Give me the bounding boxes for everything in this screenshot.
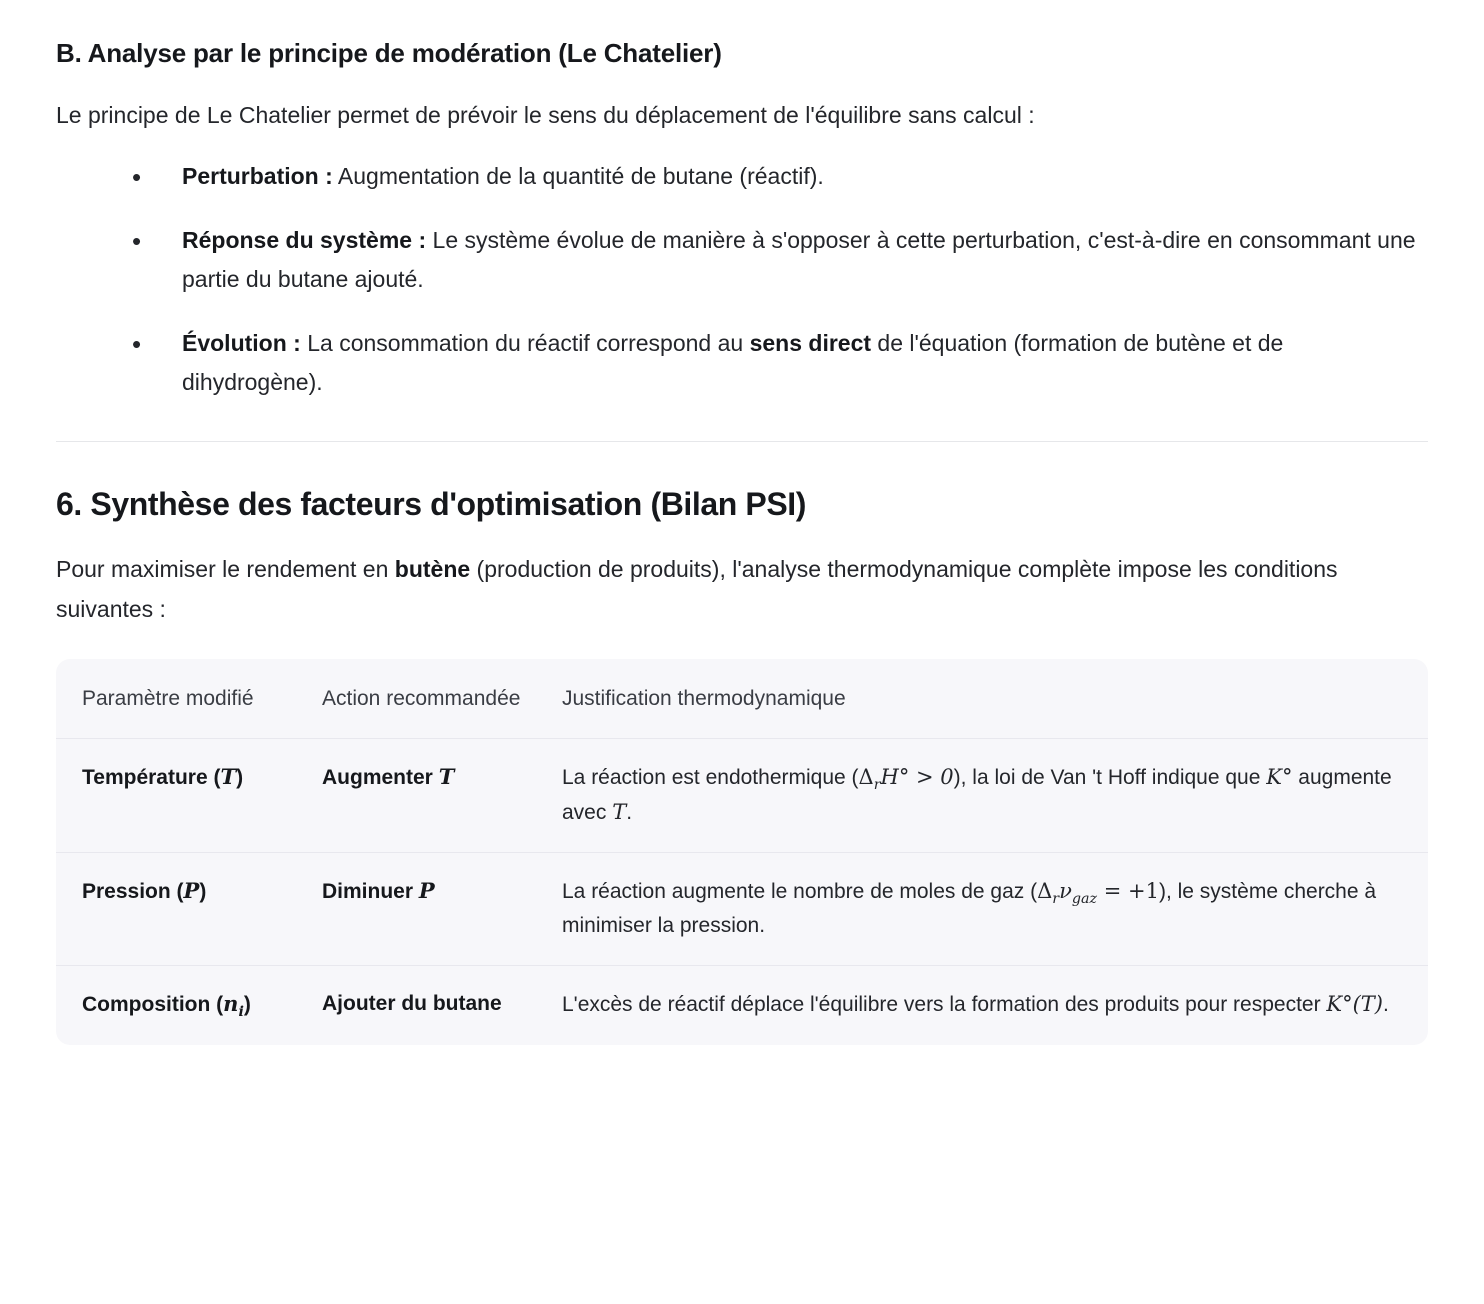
bullet-emphasis: sens direct bbox=[749, 329, 872, 356]
section-b-bullet-list bbox=[56, 157, 1428, 403]
just-text-3: augmente avec bbox=[562, 766, 1392, 825]
just-text-1: L'excès de réactif déplace l'équilibre vers la formation des produits pour respecter bbox=[562, 992, 1327, 1016]
cell-parameter bbox=[56, 852, 296, 965]
just-symbol-t: T bbox=[612, 800, 627, 825]
just-symbol-sub-r: r bbox=[873, 777, 881, 794]
cell-action bbox=[296, 852, 536, 965]
column-header-action: Action recommandée bbox=[322, 687, 521, 711]
section-6-intro bbox=[56, 549, 1428, 630]
list-item bbox=[56, 324, 1428, 403]
cell-parameter-tail: ) bbox=[199, 879, 207, 903]
just-symbol-delta: Δ bbox=[1037, 878, 1053, 903]
just-text-1: La réaction est endothermique ( bbox=[562, 766, 859, 790]
cell-parameter-subscript: i bbox=[238, 1003, 244, 1020]
column-header-justification: Justification thermodynamique bbox=[562, 687, 846, 711]
bullet-text: Augmentation de la quantité de butane (réactif). bbox=[332, 163, 824, 190]
cell-parameter-text: Pression ( bbox=[82, 879, 184, 903]
cell-parameter-tail: ) bbox=[243, 992, 251, 1016]
bullet-label: Réponse du système : bbox=[182, 226, 427, 253]
table-row bbox=[56, 852, 1428, 965]
just-symbol-delta: Δ bbox=[858, 765, 874, 790]
intro-text-after: (production de produits), l'analyse thermodynamique complète impose les conditions suivantes : bbox=[56, 555, 1338, 623]
cell-parameter bbox=[56, 739, 296, 853]
bullet-text: Le système évolue de manière à s'opposer à cette perturbation, c'est-à-dire en consommant une partie du butane ajouté. bbox=[182, 226, 1416, 293]
cell-action-text: Ajouter du butane bbox=[322, 991, 502, 1015]
intro-text-before: Pour maximiser le rendement en bbox=[56, 555, 395, 582]
just-text-2: ), le système cherche à minimiser la pression. bbox=[562, 879, 1377, 938]
cell-action-text: Diminuer bbox=[322, 879, 419, 903]
list-item bbox=[56, 157, 1428, 197]
cell-justification bbox=[536, 739, 1428, 853]
table-header-row bbox=[56, 659, 1428, 738]
section-b-intro: Le principe de Le Chatelier permet de prévoir le sens du déplacement de l'équilibre sans calcul : bbox=[56, 102, 1035, 128]
cell-parameter-text: Température ( bbox=[82, 766, 221, 790]
cell-parameter-tail: ) bbox=[236, 766, 244, 790]
psi-table-container bbox=[56, 659, 1428, 1045]
psi-table bbox=[56, 659, 1428, 1045]
cell-action bbox=[296, 965, 536, 1045]
bullet-text-tail: de l'équation (formation de butène et de dihydrogène). bbox=[182, 329, 1284, 396]
just-symbol-kt: K°(T) bbox=[1326, 991, 1384, 1016]
just-text-4: . bbox=[1383, 992, 1389, 1016]
cell-justification bbox=[536, 852, 1428, 965]
cell-action bbox=[296, 739, 536, 853]
column-header-parameter: Paramètre modifié bbox=[82, 687, 254, 711]
cell-parameter bbox=[56, 965, 296, 1045]
cell-parameter-symbol: T bbox=[220, 764, 237, 790]
cell-parameter-symbol: P bbox=[183, 877, 200, 903]
just-text-2: ), la loi de Van 't Hoff indique que bbox=[953, 766, 1267, 790]
intro-emphasis: butène bbox=[394, 555, 471, 582]
section-divider bbox=[56, 441, 1428, 442]
cell-action-symbol: P bbox=[418, 877, 435, 903]
bullet-text: La consommation du réactif correspond au bbox=[300, 329, 750, 356]
just-text-4: . bbox=[626, 801, 633, 825]
just-symbol-nu: ν bbox=[1059, 878, 1072, 903]
just-symbol-value: = +1 bbox=[1097, 878, 1159, 903]
section-6-heading: 6. Synthèse des facteurs d'optimisation (Bilan PSI) bbox=[56, 485, 807, 522]
cell-action-symbol: T bbox=[438, 764, 455, 790]
cell-justification bbox=[536, 965, 1428, 1045]
cell-action-text: Augmenter bbox=[322, 766, 439, 790]
just-symbol-sub-gaz: gaz bbox=[1071, 891, 1098, 908]
just-symbol-enthalpy: H° > 0 bbox=[880, 765, 954, 790]
just-text-1: La réaction augmente le nombre de moles de gaz ( bbox=[562, 879, 1038, 903]
list-item bbox=[56, 221, 1428, 300]
bullet-label: Évolution : bbox=[182, 329, 301, 356]
table-row bbox=[56, 739, 1428, 853]
just-symbol-k: K° bbox=[1266, 765, 1293, 790]
table-row bbox=[56, 965, 1428, 1045]
just-symbol-sub-r: r bbox=[1052, 891, 1060, 908]
section-b-heading: B. Analyse par le principe de modération (Le Chatelier) bbox=[56, 38, 722, 68]
bullet-label: Perturbation : bbox=[182, 163, 333, 190]
cell-parameter-text: Composition ( bbox=[82, 992, 224, 1016]
cell-parameter-symbol: n bbox=[223, 990, 239, 1016]
